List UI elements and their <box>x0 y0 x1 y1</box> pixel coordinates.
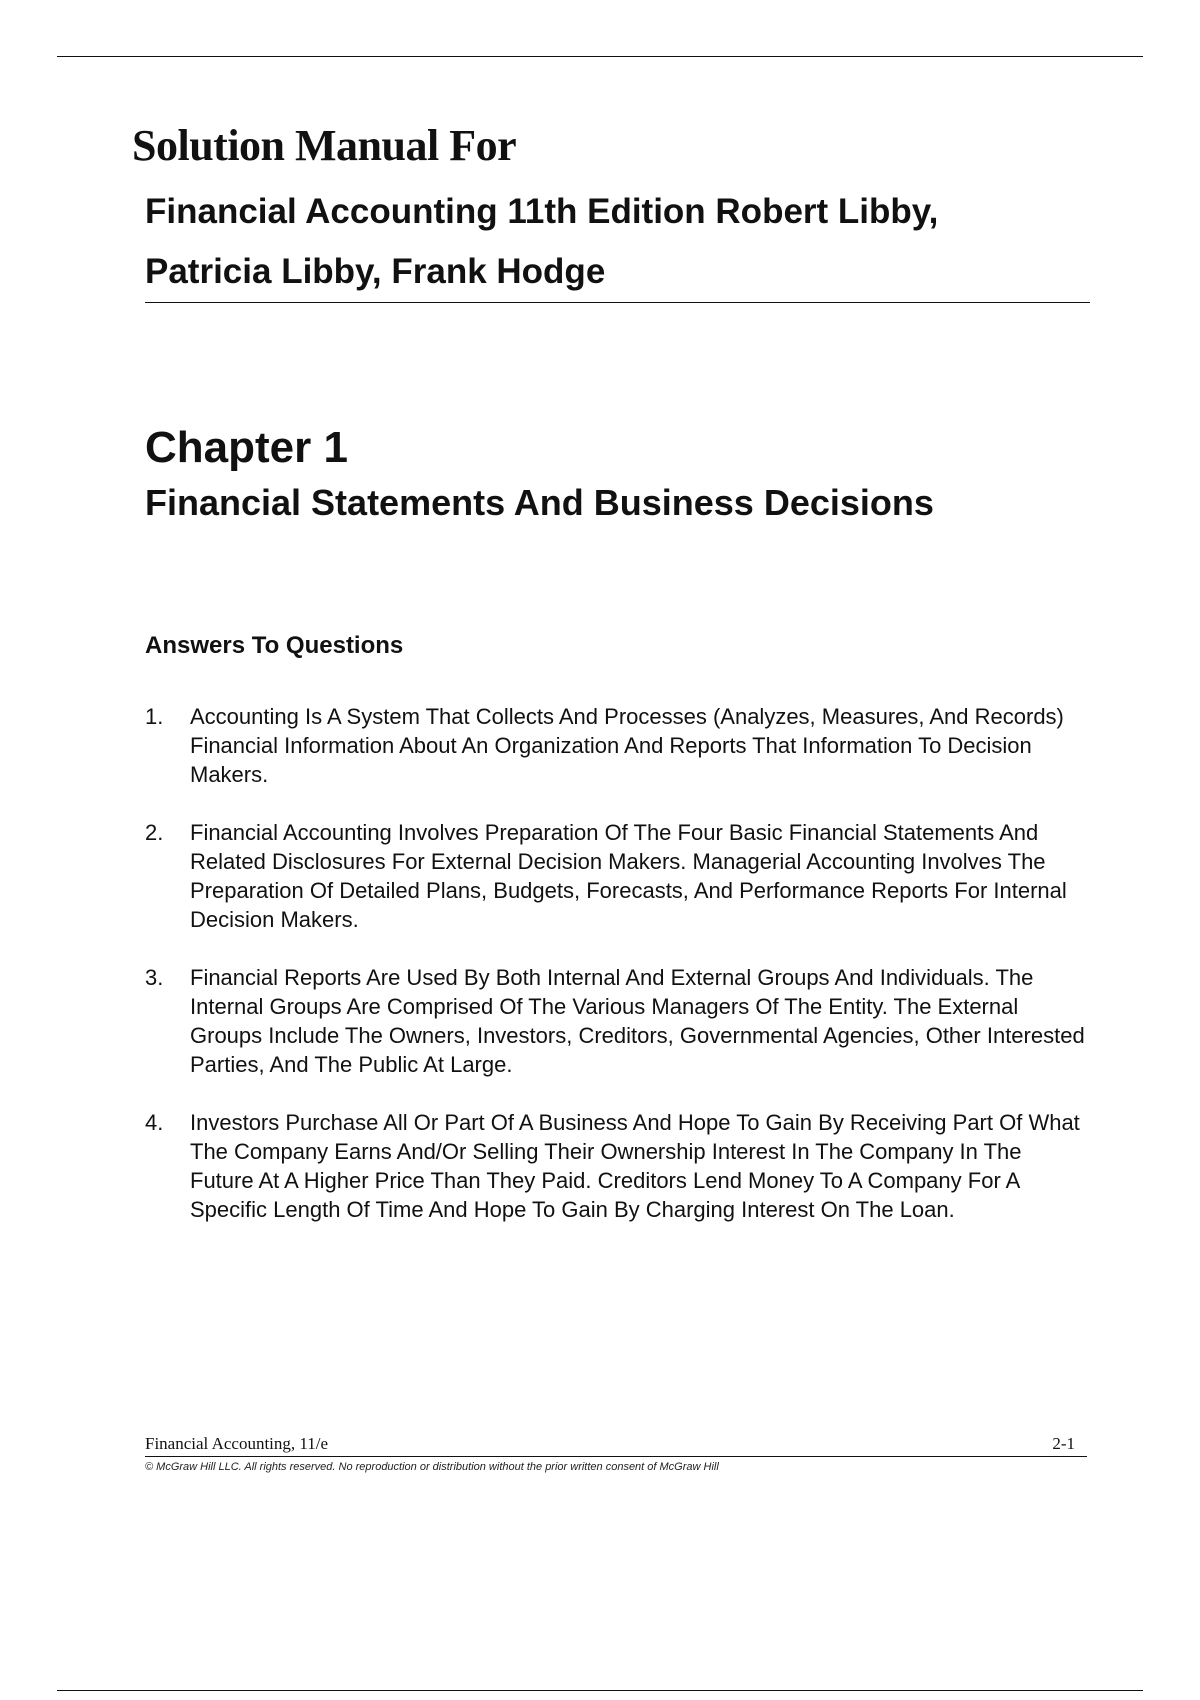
answer-number: 4. <box>145 1110 164 1135</box>
book-title-line-2: Patricia Libby, Frank Hodge <box>145 252 606 291</box>
answers-list <box>145 702 1090 1253</box>
answer-text: Accounting Is A System That Collects And Processes (Analyzes, Measures, And Records) Financial Information About An Organization And Reports That Information To Decision Makers. <box>190 704 1064 787</box>
answer-text: Financial Reports Are Used By Both Internal And External Groups And Individuals. The Internal Groups Are Comprised Of The Various Managers Of The Entity. The External Groups Include The Owners, Investors, Creditors, Governmental Agencies, Other Interested Parties, And The Public At Large. <box>190 965 1085 1077</box>
book-title <box>145 182 1090 303</box>
book-title-line-1: Financial Accounting 11th Edition Robert Libby, <box>145 192 939 231</box>
page-number: 2-1 <box>1052 1434 1075 1453</box>
solution-manual-title: Solution Manual For <box>132 121 517 170</box>
answer-item <box>145 818 1090 934</box>
answer-text: Investors Purchase All Or Part Of A Business And Hope To Gain By Receiving Part Of What The Company Earns And/Or Selling Their Ownership Interest In The Company In The Future At A Higher Price Than They Paid. Creditors Lend Money To A Company For A Specific Length Of Time And Hope To Gain By Charging Interest On The Loan. <box>190 1110 1080 1222</box>
answer-number: 3. <box>145 965 164 990</box>
answer-number: 2. <box>145 820 164 845</box>
answer-item <box>145 963 1090 1079</box>
section-heading: Answers To Questions <box>145 632 404 659</box>
copyright-notice: © McGraw Hill LLC. All rights reserved. No reproduction or distribution without the prior written consent of McGraw Hill <box>145 1461 719 1473</box>
chapter-number: Chapter 1 <box>145 423 348 472</box>
top-rule <box>57 56 1143 57</box>
answer-item <box>145 1108 1090 1224</box>
footer-book-title: Financial Accounting, 11/e <box>145 1434 329 1453</box>
answer-text: Financial Accounting Involves Preparation Of The Four Basic Financial Statements And Related Disclosures For External Decision Makers. Managerial Accounting Involves The Preparation Of Detailed Plans, Budgets, Forecasts, And Performance Reports For Internal Decision Makers. <box>190 820 1067 932</box>
page-footer <box>145 1432 1087 1457</box>
bottom-rule <box>57 1690 1143 1691</box>
chapter-title: Financial Statements And Business Decisions <box>145 482 934 523</box>
answer-number: 1. <box>145 704 164 729</box>
answer-item <box>145 702 1090 789</box>
